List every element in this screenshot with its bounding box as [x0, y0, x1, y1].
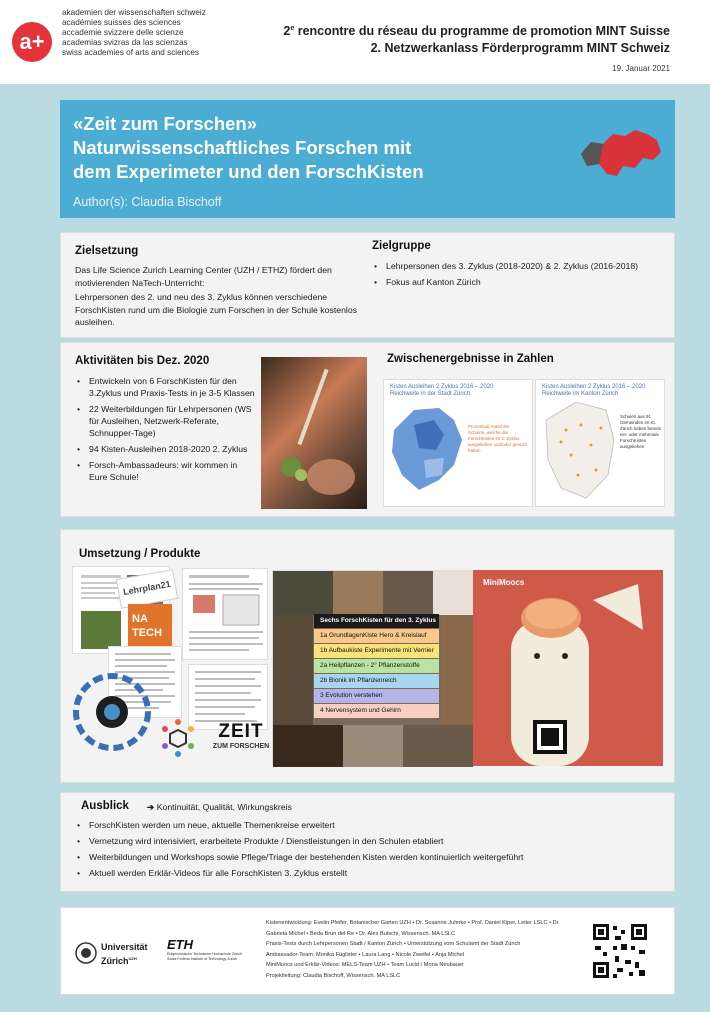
author-line: Author(s): Claudia Bischoff	[73, 195, 222, 209]
forschkisten-heading: Sechs ForschKisten für den 3. Zyklus	[314, 614, 439, 628]
event-line-2: 2. Netzwerkanlass Förderprogramm MINT Schweiz	[370, 41, 670, 56]
qr-code-icon[interactable]	[591, 922, 649, 980]
forschkiste-item: 3 Evolution verstehen	[314, 689, 439, 703]
list-item: • Fokus auf Kanton Zürich	[372, 276, 662, 288]
canton-map-chart: Kisten Ausleihen 2 Zyklus 2016 – 2020 Reichweite im Kanton Zürich Schulen aus 91 Gemeinden im Kt. Zürich haben bereits ein- oder mehrmals ForschKisten ausgeliehen	[535, 379, 665, 507]
worksheet-preview	[183, 569, 269, 661]
natech-book: NA TECH	[128, 604, 172, 648]
list-item: • ForschKisten werden um neue, aktuelle Themenkreise erweitert	[75, 819, 665, 831]
list-item: • Entwickeln von 6 ForschKisten für den 3.Zyklus und Praxis-Tests in je 3-5 Klassen	[75, 375, 255, 399]
eth-logo: ETH Eidgenössische Technische Hochschule Zürich Swiss Federal Institute of Technology Zurich	[167, 937, 242, 961]
list-item: • 94 Kisten-Ausleihen 2018-2020 2. Zyklus	[75, 443, 255, 455]
worksheet-thumbnail	[182, 568, 268, 660]
list-item: • Vernetzung wird intensiviert, erarbeitete Produkte / Dienstleistungen in den Schulen etabliert	[75, 835, 665, 847]
zielgruppe-list	[372, 260, 662, 292]
academies-names	[62, 8, 206, 58]
academies-logo: a+	[12, 22, 52, 62]
title-banner	[60, 100, 675, 218]
goals-card	[60, 232, 675, 338]
aktivitaeten-list	[75, 375, 255, 487]
activities-card	[60, 342, 675, 517]
academy-line: akademien der wissenschaften schweiz	[62, 8, 206, 17]
forschkiste-item: 2b Bionik im Pflanzenreich	[314, 674, 439, 688]
brain-character	[473, 570, 663, 766]
experiment-photo	[261, 357, 367, 509]
city-map-chart: Kisten Ausleihen 2 Zyklus 2016 – 2020 Reichweite in der Stadt Zürich Prozentual Anteil der Schulen, welche die ForschKisten im 2. Zyklus ausgeliehen und/oder genutzt haben	[383, 379, 533, 507]
event-title	[283, 20, 670, 57]
list-item: • Weiterbildungen und Workshops sowie Pflege/Triage der bestehenden Kisten werden kontinuierlich weitergeführt	[75, 851, 665, 863]
ausblick-heading: Ausblick	[81, 800, 129, 812]
outlook-card	[60, 792, 675, 892]
zielsetzung-text-2: Lehrpersonen des 2. und neu des 3. Zyklus können verschiedene ForschKisten rund um die Biologie zum Forschen in der Schule kostenlos ausleihen.	[75, 292, 358, 327]
academy-line: academias svizras da las scienzas	[62, 38, 188, 47]
zeit-logo: ZEIT ZUM FORSCHEN	[212, 721, 270, 750]
hexagon-logo	[156, 716, 200, 760]
forschkiste-item: 1a GrundlagenKiste Hero & Kreislauf	[314, 629, 439, 643]
event-line-1: 2e rencontre du réseau du programme de promotion MINT Suisse	[283, 24, 670, 39]
circular-graphic	[70, 670, 154, 754]
arrow-right-icon: ➔	[147, 802, 155, 812]
list-item: • 22 Weiterbildungen für Lehrpersonen (WS für Ausleihen, Netzwerk-Referate, Schnupper-Tage)	[75, 403, 255, 439]
academy-line: accademie svizzere delle scienze	[62, 28, 184, 37]
ausblick-arrow-line: ➔ Kontinuität, Qualität, Wirkungskreis	[147, 802, 292, 812]
list-item: • Lehrpersonen des 3. Zyklus (2018-2020) & 2. Zyklus (2016-2018)	[372, 260, 662, 272]
map2-note: Schulen aus 91 Gemeinden im Kt. Zürich haben bereits ein- oder mehrmals ForschKisten ausgeliehen	[620, 414, 662, 449]
footer	[60, 907, 675, 995]
zielgruppe-heading: Zielgruppe	[372, 240, 431, 252]
header-bar	[0, 0, 710, 84]
pipette-illustration	[261, 357, 367, 509]
minimoocs-label: MiniMoocs	[483, 578, 525, 587]
lehrplan-logo: Lehrplan21	[116, 569, 178, 609]
zielsetzung-text-1: Das Life Science Zurich Learning Center (UZH / ETHZ) fördert den motivierenden NaTech-Unterricht:	[75, 265, 332, 288]
ausblick-list	[75, 819, 665, 883]
zielsetzung-heading: Zielsetzung	[75, 245, 139, 257]
academy-line: académies suisses des sciences	[62, 18, 181, 27]
minimoocs-illustration	[473, 570, 663, 766]
credits-block: Kistenentwicklung: Evelin Pfeifer, Botanischer Garten UZH • Dr. Susanne Juhnke • Prof. Daniel Kiper, Leiter LSLC • Dr. Gabriela Michel • Beda Brun del Re • Dr. Alex Butschi, Wissensch. MA LSLC Praxis-Tests durch Lehrpersonen Stadt / Kanton Zürich • Unterstützung vom Schulamt der Stadt Zürich Ambassador-Team: Monika Füglister • Laura Lang • Nicole Zweifel • Anja Michel MiniMoocs und Erklär-Videos: MELS-Team UZH • Team Lucid / Mona Neubauer Projektleitung: Claudia Bischoff, Wissensch. MA LSLC	[266, 920, 560, 979]
forschkiste-item: 4 Nervensystem und Gehirn	[314, 704, 439, 718]
map1-note: Prozentual Anteil der Schulen, welche die ForschKisten im 2. Zyklus ausgeliehen und/oder genutzt haben	[468, 424, 528, 453]
uzh-logo-text: Universität Zürich$^{UZH}$	[101, 942, 148, 966]
event-date: 19. Januar 2021	[612, 64, 670, 73]
uzh-seal-icon	[75, 942, 97, 964]
list-item: • Aktuell werden Erklär-Videos für alle ForschKisten 3. Zyklus erstellt	[75, 867, 665, 879]
aktivitaeten-heading: Aktivitäten bis Dez. 2020	[75, 355, 210, 367]
forschkiste-item: 2a Heilpflanzen - 2° Pflanzenstoffe	[314, 659, 439, 673]
poster-title: «Zeit zum Forschen» Naturwissenschaftliches Forschen mit dem Experimeter und den ForschKisten	[73, 113, 424, 182]
zwischenergebnisse-heading: Zwischenergebnisse in Zahlen	[387, 353, 554, 365]
umsetzung-heading: Umsetzung / Produkte	[79, 548, 201, 560]
academy-line: swiss academies of arts and sciences	[62, 48, 199, 57]
swiss-map-icon	[573, 124, 665, 182]
forschkiste-item: 1b Aufbaukiste Experimente mit Vernier	[314, 644, 439, 658]
list-item: • Forsch-Ambassadeurs: wir kommen in Eure Schule!	[75, 459, 255, 483]
